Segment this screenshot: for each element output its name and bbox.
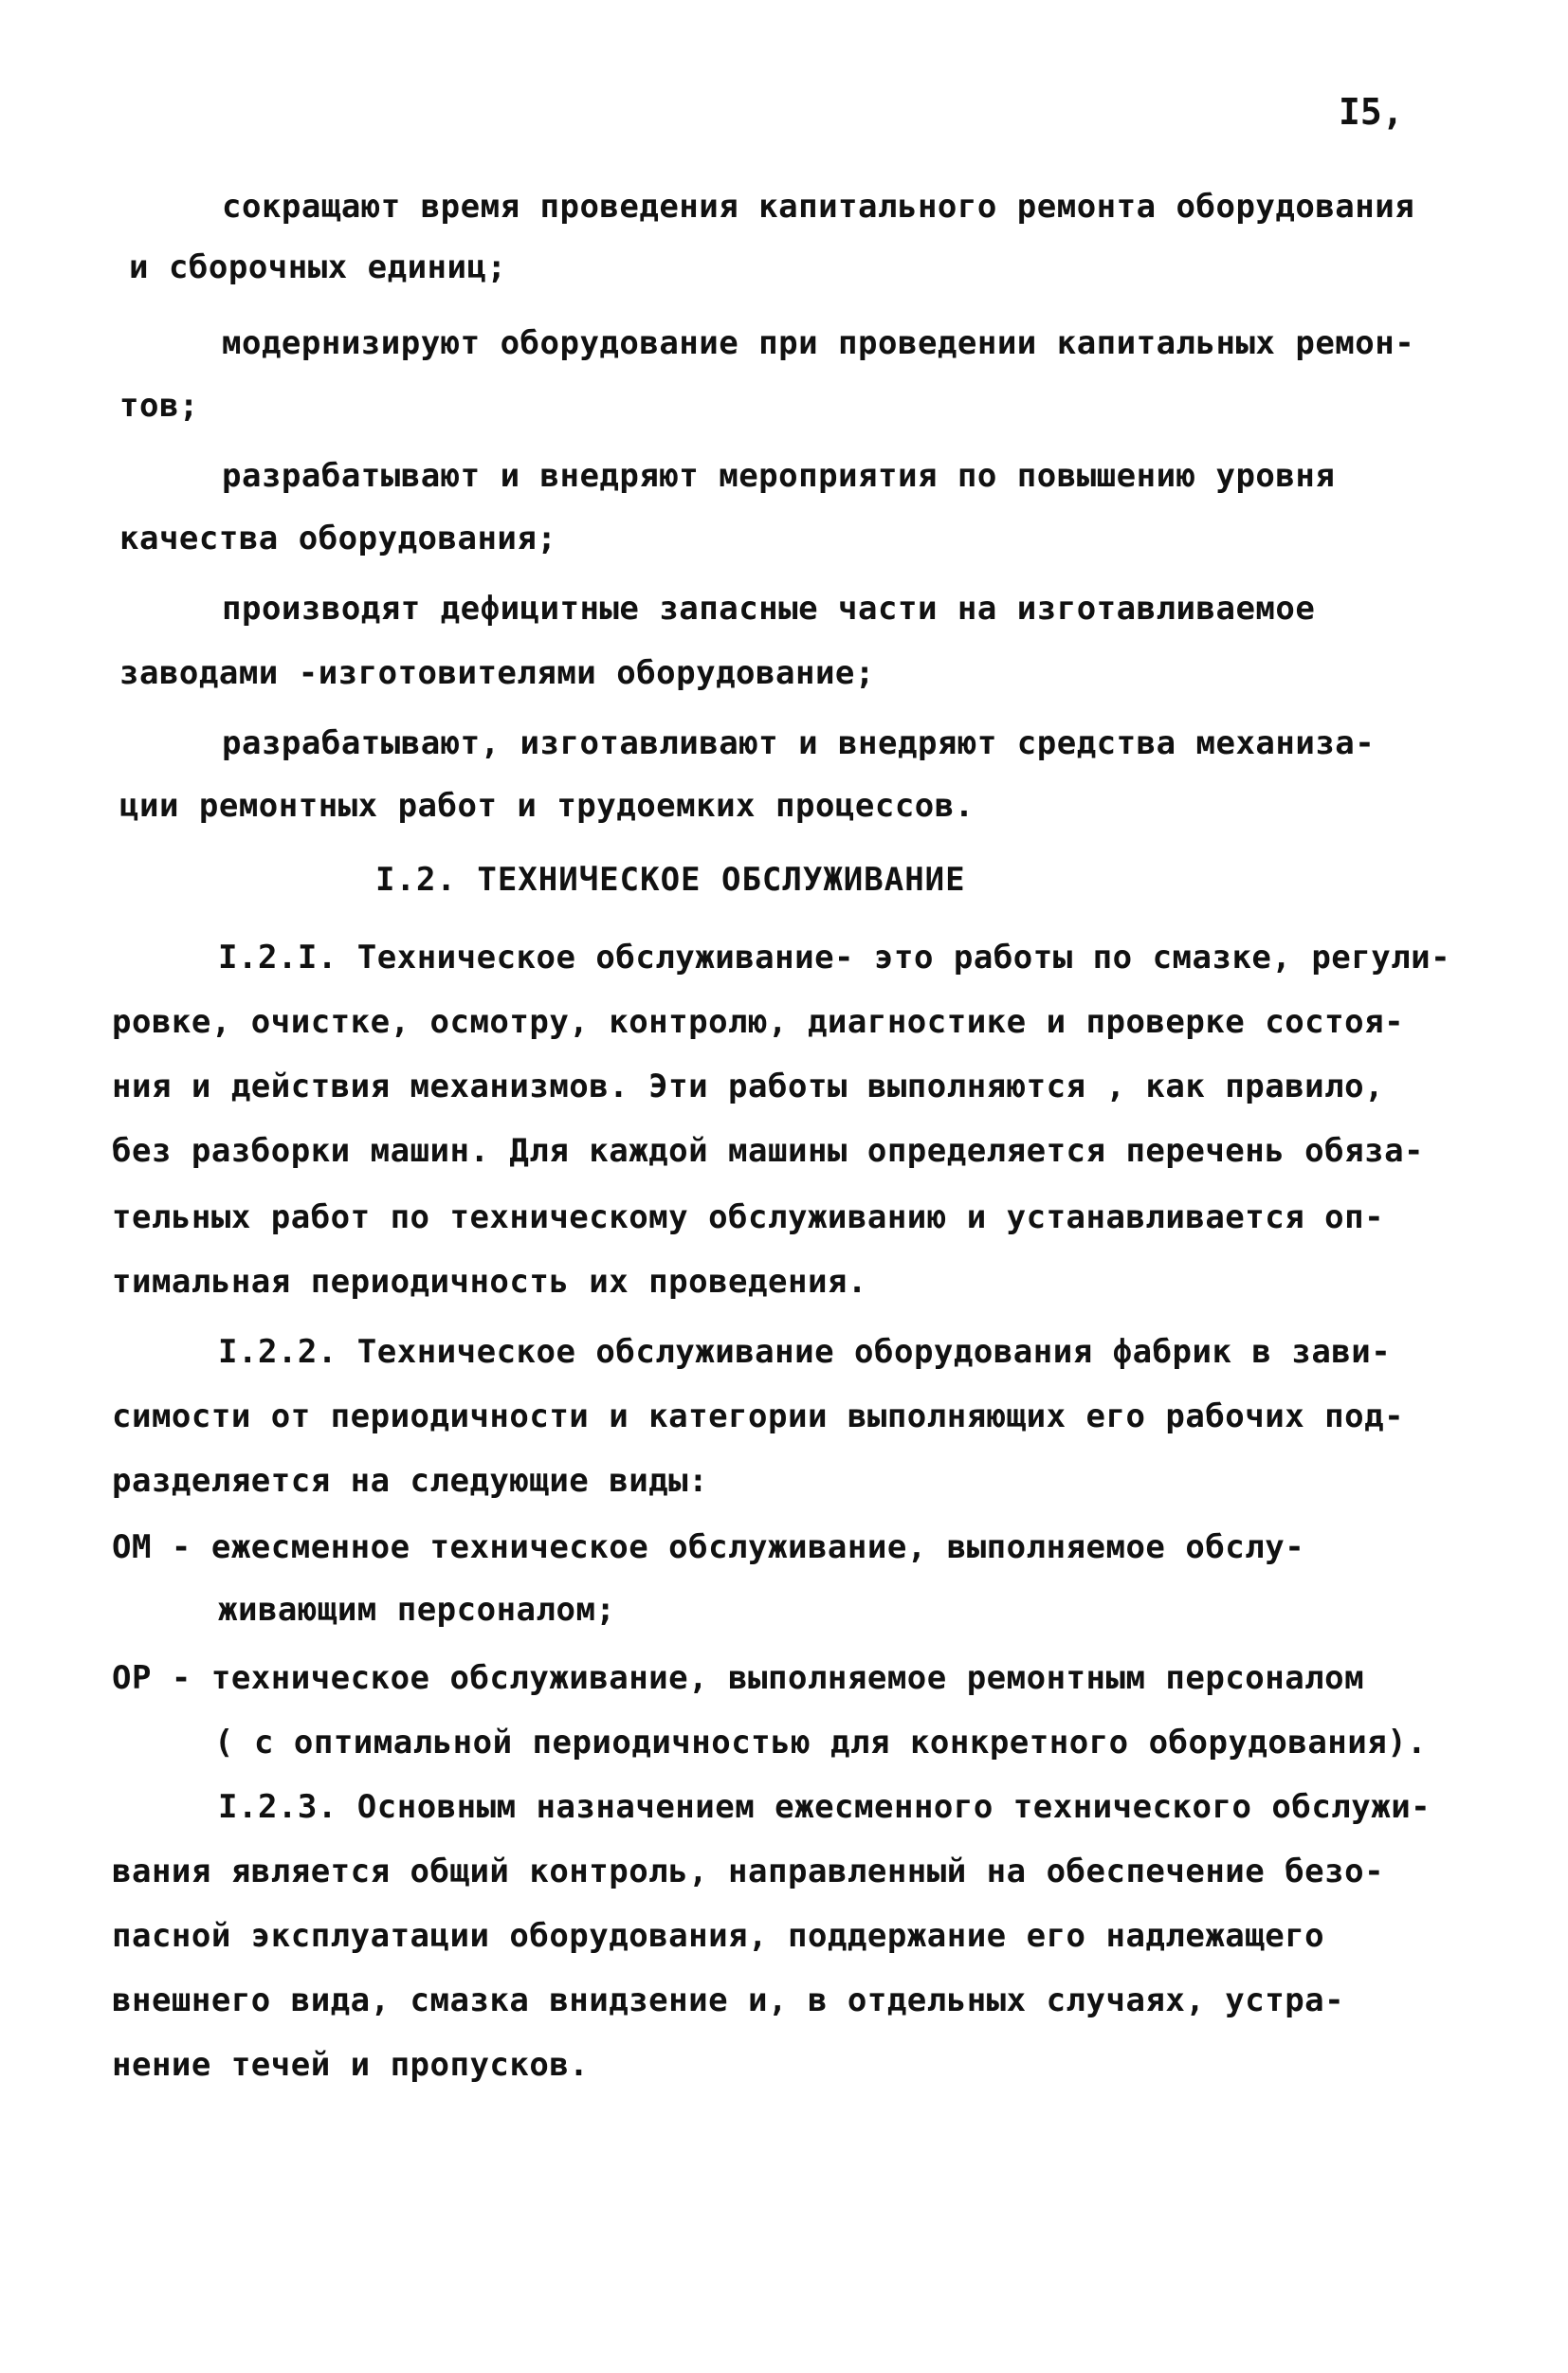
paragraph-line: вания является общий контроль, направленный на обеспечение безо-	[112, 1853, 1385, 1890]
paragraph-line: тимальная периодичность их проведения.	[112, 1263, 867, 1301]
definition-line: ОМ - ежесменное техническое обслуживание, выполняемое обслу-	[112, 1528, 1305, 1566]
definition-line: ОР - техническое обслуживание, выполняемое ремонтным персоналом	[112, 1659, 1365, 1697]
section-heading: I.2. ТЕХНИЧЕСКОЕ ОБСЛУЖИВАНИЕ	[375, 861, 966, 899]
list-item-line: и сборочных единиц;	[129, 248, 507, 286]
definition-line: живающим персоналом;	[218, 1591, 616, 1629]
paragraph-line: ровке, очистке, осмотру, контролю, диагностике и проверке состоя-	[112, 1003, 1405, 1041]
list-item-line: сокращают время проведения капитального ремонта оборудования	[222, 188, 1415, 226]
paragraph-line: I.2.3. Основным назначением ежесменного технического обслужи-	[218, 1788, 1431, 1826]
paragraph-line: ния и действия механизмов. Эти работы выполняются , как правило,	[112, 1068, 1385, 1105]
paragraph-line: симости от периодичности и категории выполняющих его рабочих под-	[112, 1397, 1405, 1435]
paragraph-line: тельных работ по техническому обслуживанию и устанавливается оп-	[112, 1198, 1385, 1236]
list-item-line: ции ремонтных работ и трудоемких процессов.	[119, 787, 975, 825]
paragraph-line: I.2.I. Техническое обслуживание- это работы по смазке, регули-	[218, 939, 1451, 977]
list-item-line: производят дефицитные запасные части на изготавливаемое	[222, 590, 1316, 628]
definition-line: ( с оптимальной периодичностью для конкретного оборудования).	[214, 1724, 1428, 1761]
paragraph-line: нение течей и пропусков.	[112, 2046, 590, 2084]
list-item-line: разрабатывают, изготавливают и внедряют средства механиза-	[222, 724, 1376, 762]
paragraph-line: разделяется на следующие виды:	[112, 1462, 709, 1500]
list-item-line: качества оборудования;	[119, 520, 557, 557]
list-item-line: тов;	[119, 387, 199, 425]
paragraph-line: пасной эксплуатации оборудования, поддержание его надлежащего	[112, 1917, 1325, 1955]
paragraph-line: I.2.2. Техническое обслуживание оборудования фабрик в зави-	[218, 1333, 1392, 1371]
paragraph-line: внешнего вида, смазка внидзение и, в отдельных случаях, устра-	[112, 1981, 1345, 2019]
paragraph-line: без разборки машин. Для каждой машины определяется перечень обяза-	[112, 1132, 1425, 1170]
list-item-line: разрабатывают и внедряют мероприятия по повышению уровня	[222, 457, 1336, 495]
list-item-line: заводами -изготовителями оборудование;	[119, 654, 875, 692]
page-number: I5,	[1339, 91, 1404, 133]
list-item-line: модернизируют оборудование при проведении капитальных ремон-	[222, 324, 1415, 362]
